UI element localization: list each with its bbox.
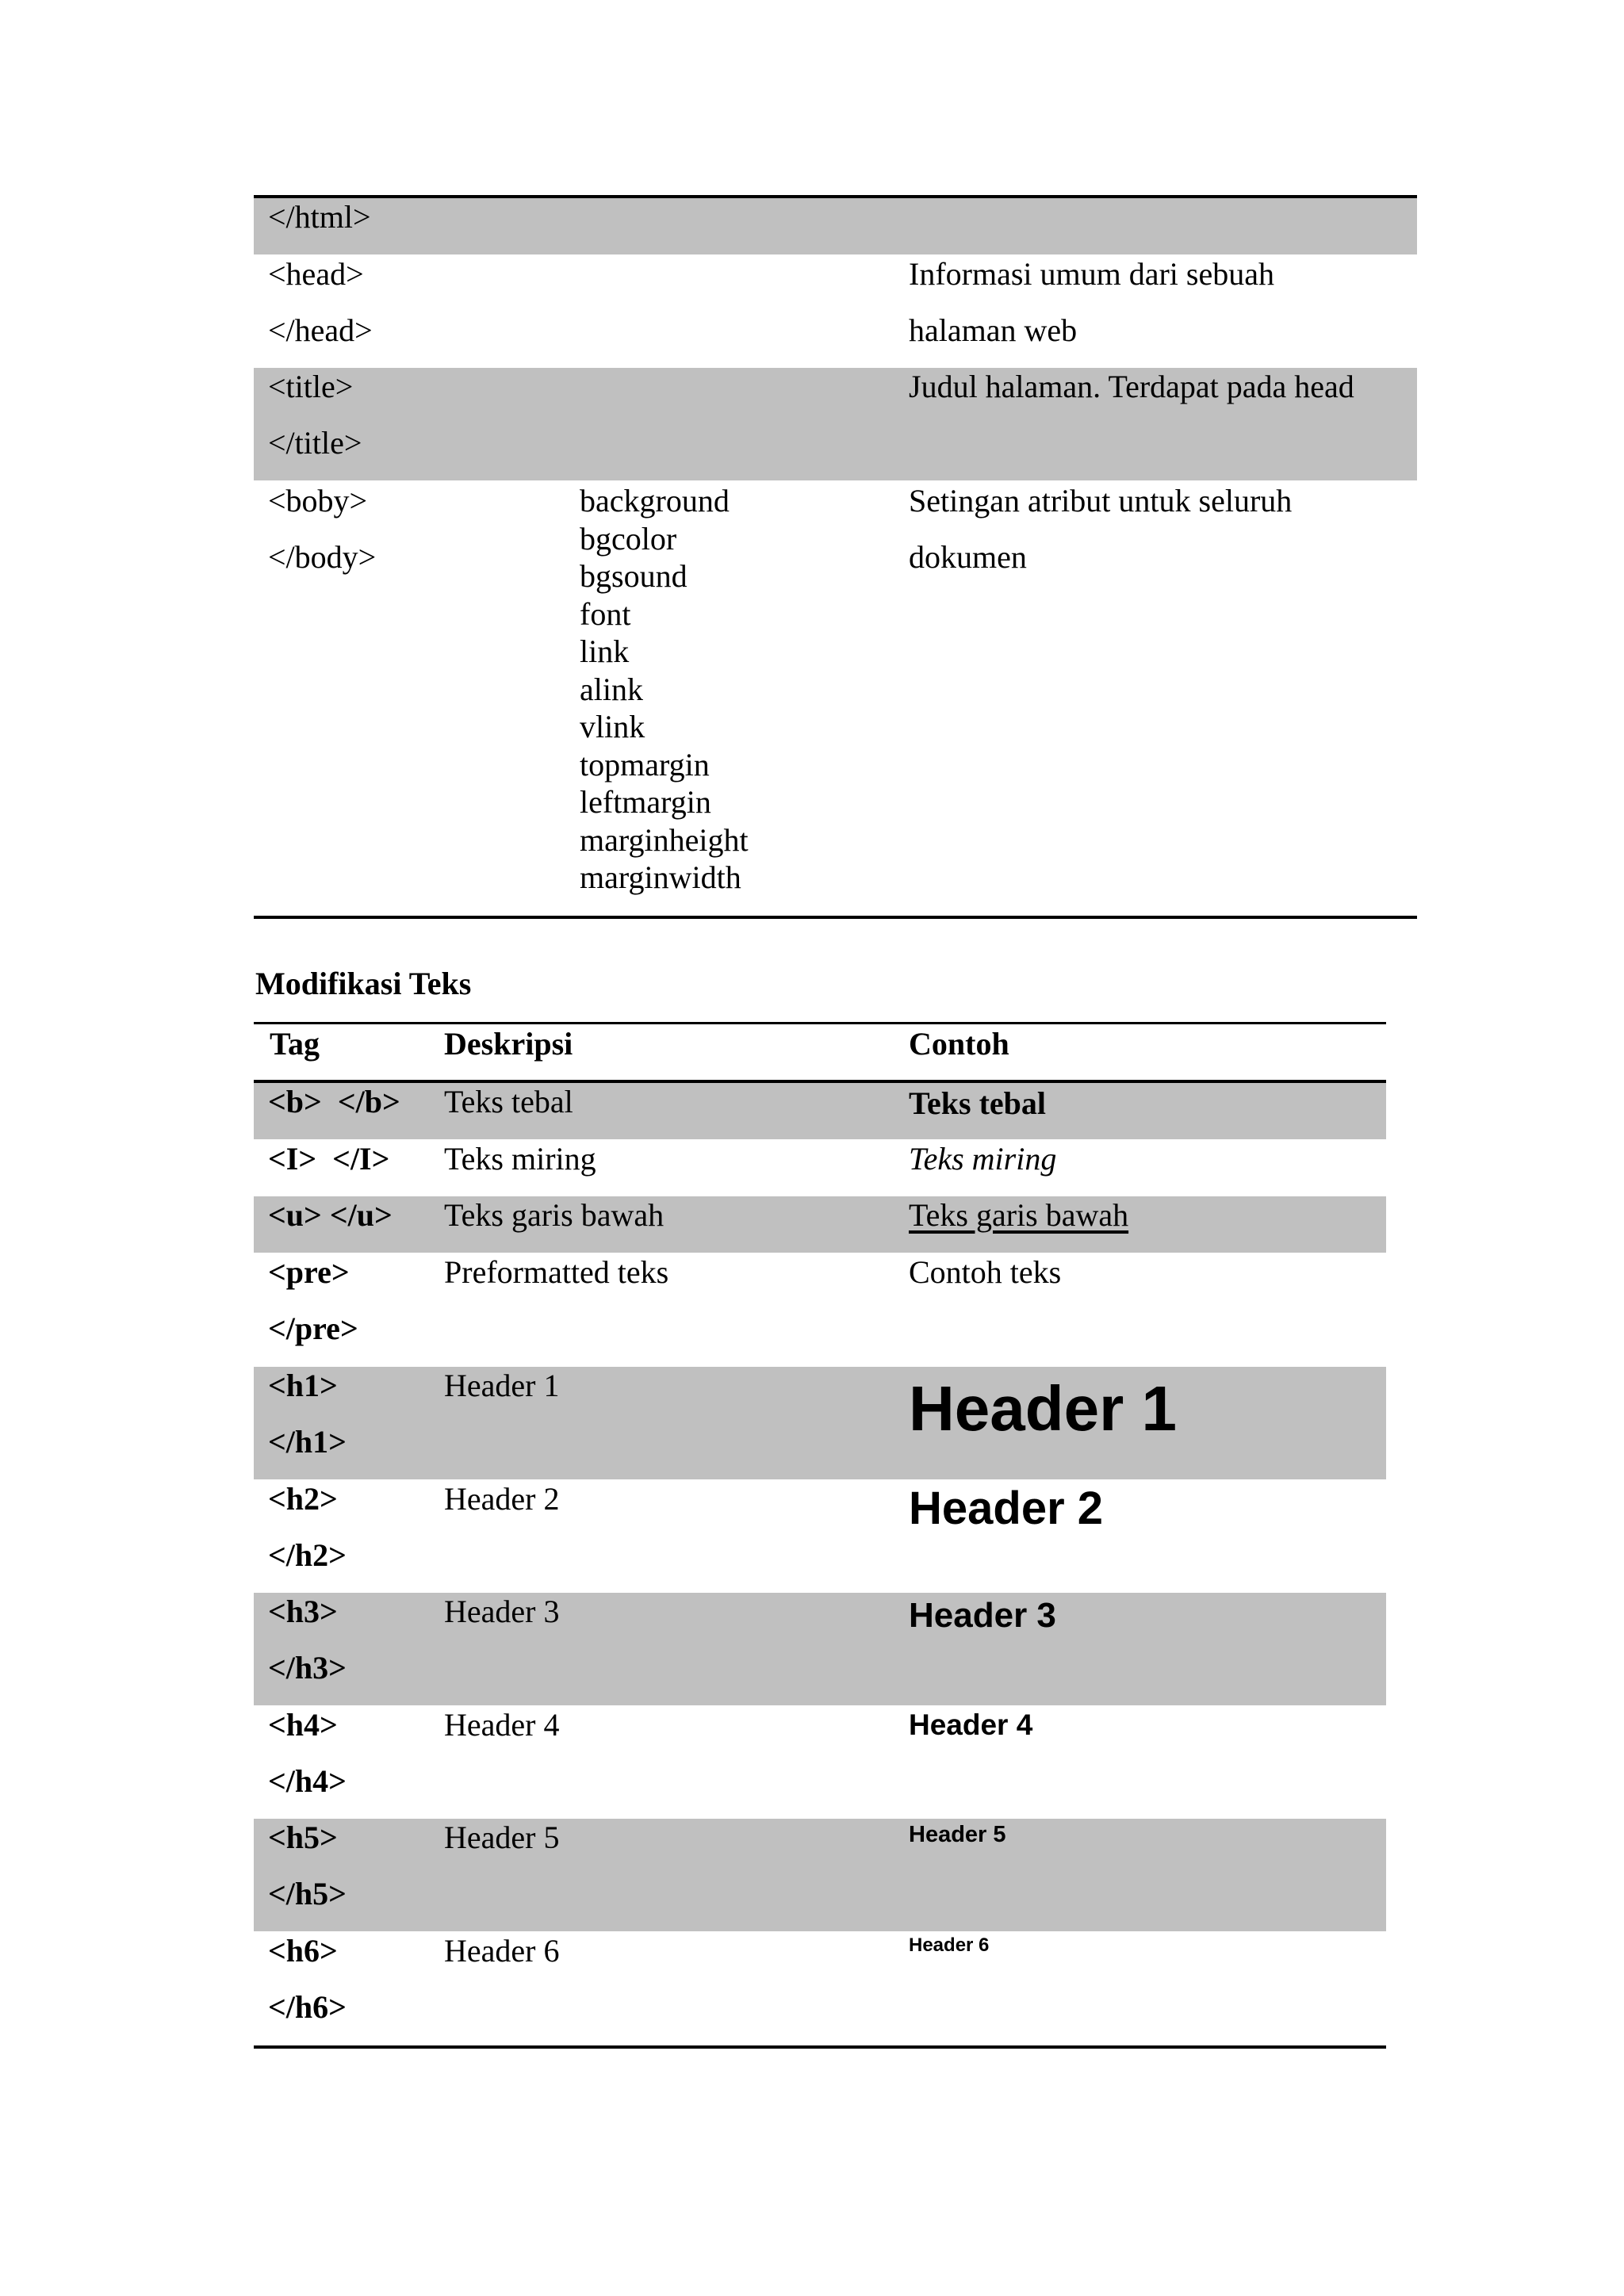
example-header-6: Header 6	[909, 1934, 990, 1956]
tag-cell: </body>	[268, 539, 377, 575]
attribute-item: font	[580, 595, 631, 632]
description-cell: Preformatted teks	[444, 1254, 669, 1290]
attribute-item: alink	[580, 671, 643, 707]
attribute-item: topmargin	[580, 746, 710, 783]
table-row	[254, 1083, 1386, 1139]
column-header-example: Contoh	[909, 1026, 1009, 1062]
example-header-2: Header 2	[909, 1483, 1104, 1534]
table-bottom-rule	[254, 916, 1417, 919]
tag-cell: </head>	[268, 312, 373, 348]
description-cell: Header 2	[444, 1481, 560, 1517]
tag-cell: <title>	[268, 369, 354, 404]
tag-cell: <pre>	[268, 1254, 350, 1290]
description-cell: Teks tebal	[444, 1084, 573, 1119]
description-cell: dokumen	[909, 539, 1027, 575]
tag-cell: </h2>	[268, 1537, 347, 1573]
tag-cell: <head>	[268, 256, 364, 292]
description-cell: Header 5	[444, 1820, 560, 1855]
attribute-list	[580, 482, 749, 897]
column-header-description: Deskripsi	[444, 1026, 573, 1062]
example-header-3: Header 3	[909, 1596, 1056, 1635]
column-header-tag: Tag	[270, 1026, 320, 1062]
description-cell: Setingan atribut untuk seluruh	[909, 483, 1293, 519]
table-row	[254, 1819, 1386, 1931]
attribute-item: bgcolor	[580, 520, 677, 557]
description-cell: Header 6	[444, 1933, 560, 1969]
description-cell: Header 3	[444, 1594, 560, 1629]
tag-cell: <boby>	[268, 483, 368, 519]
attribute-item: leftmargin	[580, 784, 711, 820]
description-cell: Teks miring	[444, 1141, 596, 1177]
section-heading: Modifikasi Teks	[255, 966, 472, 1001]
tag-cell: </title>	[268, 425, 362, 461]
table-bottom-rule	[254, 2045, 1386, 2049]
table-row	[254, 1367, 1386, 1479]
tag-cell: <h5>	[268, 1820, 338, 1855]
tag-cell: </h5>	[268, 1876, 347, 1911]
description-cell: halaman web	[909, 312, 1078, 348]
tag-cell: </h4>	[268, 1763, 347, 1799]
tag-cell: <b> </b>	[268, 1084, 400, 1119]
tag-cell: </h1>	[268, 1424, 347, 1460]
table-top-rule	[254, 1022, 1386, 1024]
tag-cell: </h3>	[268, 1650, 347, 1686]
tag-cell: </h6>	[268, 1989, 347, 2025]
example-header-4: Header 4	[909, 1709, 1033, 1741]
description-cell: Informasi umum dari sebuah	[909, 256, 1274, 292]
example-preformatted: Contoh teks	[909, 1254, 1062, 1290]
tag-cell: </html>	[268, 199, 371, 235]
table-row	[254, 1196, 1386, 1253]
table-row	[254, 1593, 1386, 1705]
example-header-1: Header 1	[909, 1373, 1177, 1444]
tag-cell: </pre>	[268, 1311, 358, 1346]
attribute-item: marginwidth	[580, 859, 741, 895]
attribute-item: link	[580, 633, 630, 669]
tag-cell: <h1>	[268, 1368, 338, 1403]
attribute-item: bgsound	[580, 558, 688, 594]
example-underline: Teks garis bawah	[909, 1197, 1129, 1233]
tag-cell: <h3>	[268, 1594, 338, 1629]
description-cell: Teks garis bawah	[444, 1197, 665, 1233]
tag-cell: <u> </u>	[268, 1197, 393, 1233]
description-cell: Header 1	[444, 1368, 560, 1403]
example-italic: Teks miring	[909, 1141, 1057, 1177]
attribute-item: background	[580, 483, 730, 519]
attribute-item: vlink	[580, 709, 645, 744]
example-bold: Teks tebal	[909, 1085, 1047, 1121]
tag-cell: <h6>	[268, 1933, 338, 1969]
description-cell: Judul halaman. Terdapat pada head	[909, 369, 1354, 404]
tag-cell: <h2>	[268, 1481, 338, 1517]
table-row	[254, 198, 1417, 254]
attribute-item: marginheight	[580, 821, 749, 858]
tag-cell: <h4>	[268, 1707, 338, 1743]
example-header-5: Header 5	[909, 1822, 1006, 1847]
description-cell: Header 4	[444, 1707, 560, 1743]
tag-cell: <I> </I>	[268, 1141, 390, 1177]
